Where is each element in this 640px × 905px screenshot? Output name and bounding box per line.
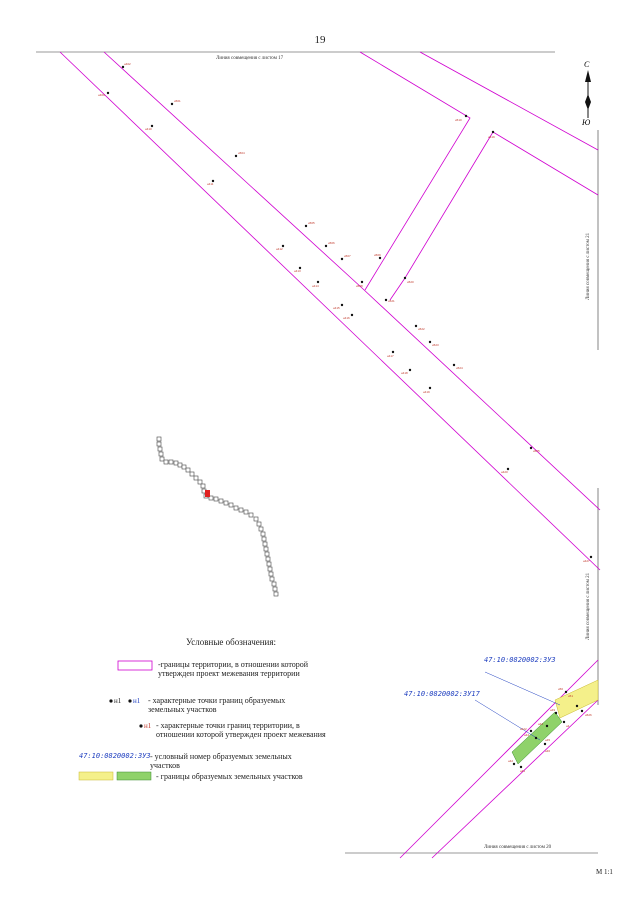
- svg-text:н411: н411: [207, 182, 214, 186]
- leader-zu3: [485, 672, 560, 705]
- svg-text:н43: н43: [538, 722, 543, 726]
- boundary-lower-left: [432, 700, 598, 858]
- legend-territory-boundary: -границы территории, в отношении которой утвержден проект межевания территории: [158, 660, 309, 678]
- north-arrow: [578, 60, 598, 130]
- legend-zu3-swatch: [79, 772, 113, 780]
- svg-text:н414: н414: [312, 284, 319, 288]
- svg-text:н416: н416: [343, 316, 350, 320]
- join-caption-right-lower: Линия совмещения с листом 21: [586, 572, 591, 640]
- svg-text:н520: н520: [407, 280, 414, 284]
- svg-text:н510: н510: [455, 118, 462, 122]
- legend-parcel-points: - характерные точки границ образуемых земельных участков: [148, 696, 286, 714]
- svg-text:н526: н526: [585, 713, 592, 717]
- legend-zu17-swatch: [117, 772, 151, 780]
- svg-text:н507: н507: [344, 254, 351, 258]
- cadastral-label-zu17: 47:10:0820002:ЗУ17: [404, 690, 480, 698]
- svg-text:н44: н44: [524, 733, 529, 737]
- svg-text:н419: н419: [423, 390, 430, 394]
- boundary-top-right: [420, 52, 598, 150]
- compass-south: Ю: [582, 118, 591, 127]
- overview-keymap: [157, 437, 278, 596]
- svg-text:н523: н523: [432, 343, 439, 347]
- svg-text:н4: н4: [566, 724, 570, 728]
- boundary-branch-right: [390, 132, 493, 300]
- svg-text:н410: н410: [145, 127, 152, 131]
- scale-label: М 1:1: [596, 868, 613, 876]
- svg-text:н522: н522: [418, 327, 425, 331]
- svg-text:н504: н504: [238, 151, 245, 155]
- legend-point-marker-black: н1: [114, 697, 122, 705]
- svg-text:н42: н42: [508, 759, 513, 763]
- join-caption-right-upper: Линия совмещения с листом 21: [586, 232, 591, 300]
- svg-text:н427: н427: [583, 559, 590, 563]
- legend-territory-point-marker: н1: [144, 722, 152, 730]
- svg-text:н418: н418: [401, 371, 408, 375]
- legend-point-marker-blue: н1: [133, 697, 141, 705]
- leader-zu17: [475, 700, 540, 740]
- compass-north: С: [584, 60, 590, 69]
- svg-text:н46: н46: [545, 749, 550, 753]
- svg-text:н49: н49: [550, 708, 555, 712]
- join-caption-top: Линия совмещения с листом 17: [216, 56, 284, 61]
- legend-parcel-number: - условный номер образуемых земельных участков: [150, 752, 292, 770]
- cadastral-label-zu3: 47:10:0820002:ЗУ3: [484, 656, 556, 664]
- legend-title: Условные обозначения:: [186, 637, 277, 647]
- svg-text:н501: н501: [174, 99, 181, 103]
- svg-text:н402: н402: [124, 62, 131, 66]
- svg-text:н420: н420: [501, 470, 508, 474]
- svg-text:н508: н508: [356, 284, 363, 288]
- svg-text:н412: н412: [276, 247, 283, 251]
- svg-text:н51: н51: [568, 694, 573, 698]
- svg-text:н509: н509: [374, 253, 381, 257]
- svg-text:н505: н505: [308, 221, 315, 225]
- svg-text:н519: н519: [488, 135, 495, 139]
- svg-text:н409: н409: [98, 93, 105, 97]
- svg-text:н524: н524: [456, 366, 463, 370]
- svg-text:н45: н45: [545, 738, 550, 742]
- svg-text:н506: н506: [328, 241, 335, 245]
- svg-text:н521: н521: [388, 299, 395, 303]
- legend-boundary-swatch: [118, 661, 152, 670]
- svg-text:н422: н422: [520, 727, 527, 731]
- svg-text:н413: н413: [294, 269, 301, 273]
- svg-text:н525: н525: [533, 449, 540, 453]
- join-caption-bottom: Линия совмещения с листом 20: [484, 845, 552, 850]
- svg-text:н415: н415: [333, 306, 340, 310]
- svg-text:н417: н417: [387, 354, 394, 358]
- boundary-main-left: [60, 52, 600, 570]
- svg-text:н50: н50: [558, 687, 563, 691]
- legend-territory-points: - характерные точки границ территории, в отношении которой утвержден проект межевания: [156, 721, 326, 739]
- page-number: 19: [314, 34, 326, 46]
- legend-parcel-number-sample: 47:10:0820002:ЗУ3: [79, 752, 151, 760]
- legend-parcel-boundary: - границы образуемых земельных участков: [156, 772, 303, 781]
- boundary-main-right: [104, 52, 600, 510]
- keymap-current-sheet: [205, 490, 210, 497]
- svg-text:н41: н41: [520, 769, 525, 773]
